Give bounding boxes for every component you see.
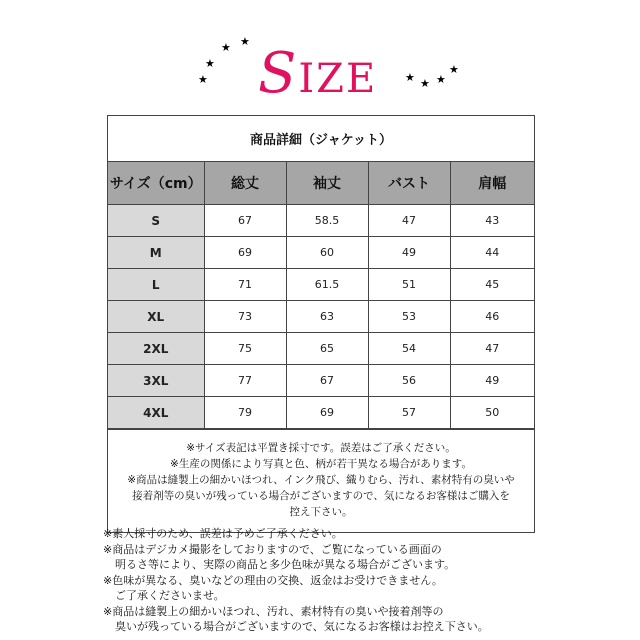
table-cell: 75	[204, 333, 286, 365]
table-cell: 46	[450, 301, 534, 333]
table-row	[108, 333, 534, 365]
table-cell: 79	[204, 397, 286, 429]
size-label-cell: M	[108, 237, 204, 269]
table-cell: 63	[286, 301, 368, 333]
table-cell: 49	[450, 365, 534, 397]
table-row	[108, 365, 534, 397]
column-header: サイズ（cm）	[108, 162, 204, 205]
size-label-cell: S	[108, 205, 204, 237]
table-cell: 51	[368, 269, 450, 301]
size-chart	[107, 115, 535, 533]
size-chart-caption: 商品詳細（ジャケット）	[108, 116, 534, 162]
star-icon: ★	[420, 77, 430, 90]
star-icon: ★	[436, 73, 446, 86]
note-line: 控え下さい。	[289, 506, 353, 518]
table-row	[108, 205, 534, 237]
column-header: 肩幅	[450, 162, 534, 205]
table-cell: 58.5	[286, 205, 368, 237]
size-label-cell: 3XL	[108, 365, 204, 397]
star-icon: ★	[449, 63, 459, 76]
star-icon: ★	[221, 41, 231, 54]
table-row	[108, 269, 534, 301]
note-line: ※サイズ表記は平置き採寸です。誤差はご了承ください。	[186, 442, 456, 454]
disclaimer-line: ※商品は縫製上の細かいほつれ、汚れ、素材特有の臭いや接着剤等の	[103, 604, 444, 618]
note-line: ※生産の関係により写真と色、柄が若干異なる場合があります。	[170, 458, 472, 470]
table-cell: 44	[450, 237, 534, 269]
table-row	[108, 237, 534, 269]
note-line: ※商品は縫製上の細かいほつれ、インク飛び、織りむら、汚れ、素材特有の臭いや	[127, 474, 515, 486]
table-cell: 49	[368, 237, 450, 269]
table-cell: 67	[286, 365, 368, 397]
table-cell: 57	[368, 397, 450, 429]
size-label-cell: XL	[108, 301, 204, 333]
size-heading-rest: IZE	[298, 56, 378, 102]
note-line: 接着剤等の臭いが残っている場合がございますので、気になるお客様はご購入を	[132, 490, 510, 502]
table-cell: 69	[286, 397, 368, 429]
table-cell: 47	[368, 205, 450, 237]
table-row	[108, 397, 534, 429]
size-heading	[258, 41, 378, 106]
table-row	[108, 301, 534, 333]
table-cell: 77	[204, 365, 286, 397]
table-cell: 50	[450, 397, 534, 429]
table-cell: 43	[450, 205, 534, 237]
size-chart-notes	[108, 429, 534, 532]
star-icon: ★	[198, 73, 208, 86]
size-heading-initial: S	[258, 41, 297, 106]
table-cell: 71	[204, 269, 286, 301]
disclaimer-line: ※素人採寸のため、誤差は予めご了承ください。	[103, 527, 343, 540]
column-header: バスト	[368, 162, 450, 205]
disclaimer-line: 臭いが残っている場合がございますので、気になるお客様はお控え下さい。	[115, 620, 489, 633]
size-label-cell: 2XL	[108, 333, 204, 365]
table-cell: 60	[286, 237, 368, 269]
disclaimer-notes	[103, 526, 543, 635]
table-cell: 61.5	[286, 269, 368, 301]
table-cell: 69	[204, 237, 286, 269]
disclaimer-line: ※色味が異なる、臭いなどの理由の交換、返金はお受けできません。	[103, 573, 443, 587]
star-icon: ★	[205, 57, 215, 70]
disclaimer-line: ※商品はデジカメ撮影をしておりますので、ご覧になっている画面の	[103, 542, 442, 556]
size-title-banner	[0, 20, 640, 106]
table-cell: 73	[204, 301, 286, 333]
disclaimer-line: 明るさ等により、実際の商品と多少色味が異なる場合がございます。	[115, 558, 456, 571]
size-label-cell: L	[108, 269, 204, 301]
table-cell: 53	[368, 301, 450, 333]
star-icon: ★	[240, 35, 250, 48]
table-cell: 65	[286, 333, 368, 365]
size-table	[108, 162, 534, 429]
table-cell: 67	[204, 205, 286, 237]
size-table-header-row	[108, 162, 534, 205]
table-cell: 45	[450, 269, 534, 301]
table-cell: 56	[368, 365, 450, 397]
star-icon: ★	[405, 71, 415, 84]
table-cell: 54	[368, 333, 450, 365]
column-header: 総丈	[204, 162, 286, 205]
column-header: 袖丈	[286, 162, 368, 205]
table-cell: 47	[450, 333, 534, 365]
size-label-cell: 4XL	[108, 397, 204, 429]
disclaimer-line: ご了承くださいませ。	[115, 589, 225, 602]
